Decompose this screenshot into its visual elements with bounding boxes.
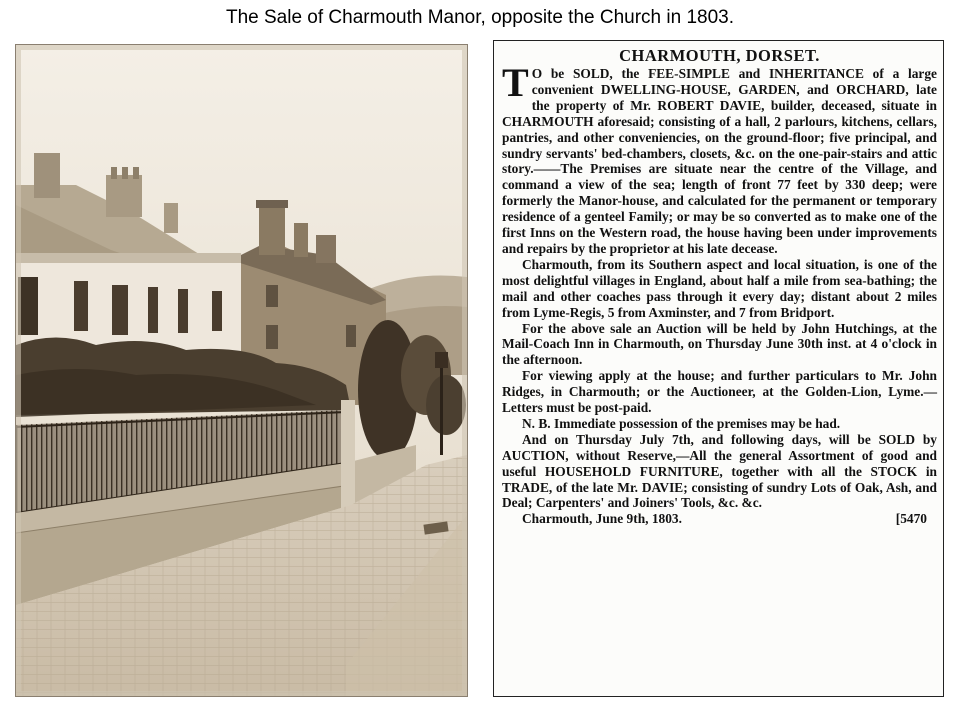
street-photograph (15, 44, 468, 697)
clipping-paragraph-auction: For the above sale an Auction will be held by John Hutchings, at the Mail-Coach Inn in Charmouth, on Thursday June 30th inst. at 4 o'clock in the afternoon. (502, 320, 937, 368)
clipping-reference: [5470 (895, 511, 927, 527)
lamp-post (440, 365, 443, 455)
clipping-paragraph-sale: TO be SOLD, the FEE-SIMPLE and INHERITANCE of a large convenient DWELLING-HOUSE, GARDEN, and ORCHARD, late the property of Mr. ROBERT DAVIE, builder, deceased, situate in CHARMOUTH aforesaid; consisting of a hall, 2 parlours, kitchens, cellars, pantries, and other conveniencies, on the ground-floor; five principal, and sundry servants' bed-chambers, closets, &c. on the one-pair-stairs and attic story.——The Premises are situate near the centre of the Village, and command a view of the sea; length of front 77 feet by 330 deep; were formerly the Manor-house, and calculated for the permanent or temporary residence of a genteel Family; or may be so converted as to make one of the first Inns on the Western road, the house having been under improvements and repairs by the proprietor at his late decease. (502, 60, 937, 256)
clipping-heading: CHARMOUTH, DORSET. (619, 46, 820, 65)
clipping-paragraph-viewing: For viewing apply at the house; and further particulars to Mr. John Ridges, in Charmouth; or the Auctioneer, at the Golden-Lion, Lyme.—Letters must be post-paid. (502, 368, 937, 416)
clipping-paragraph-location: Charmouth, from its Southern aspect and local situation, is one of the most delightful villages in England, about half a mile from sea-bathing; the mail and other coaches pass through it every day; distant about 2 miles from Lyme-Regis, 5 from Axminster, and 7 from Bridport. (502, 256, 937, 320)
clipping-paragraph-possession: N. B. Immediate possession of the premises may be had. (522, 415, 841, 431)
clipping-footer (502, 511, 937, 527)
charmouth-street-photo (16, 45, 467, 696)
slide-title: The Sale of Charmouth Manor, opposite the Church in 1803. (225, 7, 735, 28)
clipping-dateline: Charmouth, June 9th, 1803. (522, 511, 682, 527)
newspaper-clipping (493, 40, 944, 697)
clipping-paragraph-furniture: And on Thursday July 7th, and following days, will be SOLD by AUCTION, without Reserve,—All the general Assortment of good and useful HOUSEHOLD FURNITURE, together with all the STOCK in TRADE, of the late Mr. DAVIE; consisting of sundry Lots of Oak, Ash, and Deal; Carpenters' and Joiners' Tools, &c. &c. (502, 431, 937, 511)
